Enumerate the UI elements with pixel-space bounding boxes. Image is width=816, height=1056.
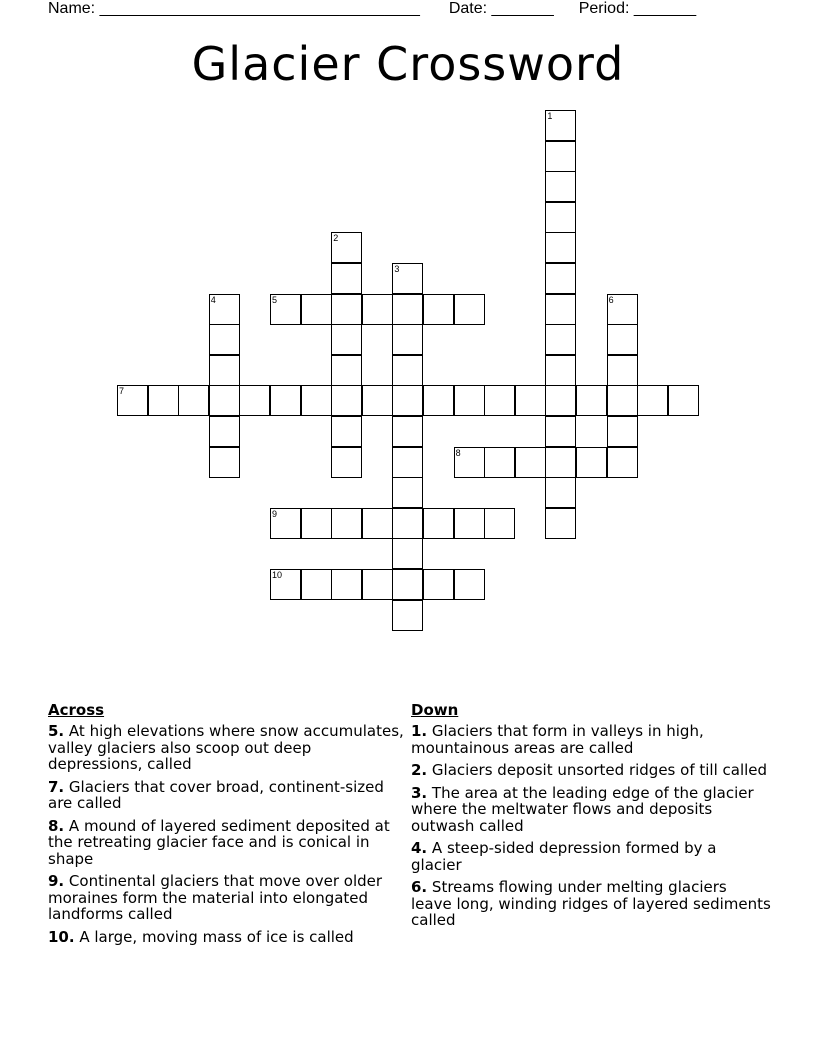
crossword-cell[interactable]	[545, 171, 576, 202]
date-field-label[interactable]: Date: _______	[448, 0, 554, 17]
clue-text: Glaciers that cover broad, continent-sized are called	[48, 777, 384, 812]
clue-text: A mound of layered sediment deposited at the retreating glacier face and is conical in shape	[48, 816, 390, 868]
down-clue	[411, 879, 771, 929]
crossword-cell[interactable]	[545, 294, 576, 325]
crossword-cell[interactable]	[270, 569, 301, 600]
crossword-cell[interactable]	[148, 385, 179, 416]
crossword-cell[interactable]	[178, 385, 209, 416]
down-clue	[411, 785, 771, 835]
crossword-cell[interactable]	[392, 477, 423, 508]
clue-number: 1.	[411, 722, 428, 740]
crossword-cell[interactable]	[392, 416, 423, 447]
crossword-cell[interactable]	[331, 508, 362, 539]
crossword-cell[interactable]	[331, 294, 362, 325]
down-heading: Down	[411, 701, 459, 719]
cell-number: 3	[394, 264, 400, 274]
crossword-cell[interactable]	[392, 263, 423, 294]
cell-number: 6	[608, 294, 614, 305]
crossword-cell[interactable]	[576, 447, 607, 478]
crossword-cell[interactable]	[607, 324, 638, 355]
across-heading: Across	[48, 701, 105, 719]
crossword-cell[interactable]	[331, 324, 362, 355]
clue-number: 6.	[411, 878, 428, 896]
crossword-cell[interactable]	[515, 385, 546, 416]
crossword-cell[interactable]	[362, 385, 393, 416]
crossword-cell[interactable]	[392, 355, 423, 386]
crossword-cell[interactable]	[545, 477, 576, 508]
crossword-cell[interactable]	[423, 294, 454, 325]
crossword-cell[interactable]	[392, 538, 423, 569]
crossword-cell[interactable]	[454, 385, 485, 416]
down-clue	[411, 840, 771, 873]
cell-number: 7	[119, 386, 125, 397]
crossword-cell[interactable]	[301, 508, 332, 539]
cell-number: 5	[272, 294, 278, 305]
crossword-cell[interactable]	[454, 447, 485, 478]
crossword-cell[interactable]	[545, 355, 576, 386]
clue-text: Streams flowing under melting glaciers leave long, winding ridges of layered sediments called	[411, 878, 771, 929]
crossword-cell[interactable]	[454, 508, 485, 539]
clue-text: A large, moving mass of ice is called	[79, 927, 354, 946]
crossword-cell[interactable]	[270, 294, 301, 325]
crossword-cell[interactable]	[607, 447, 638, 478]
down-clues-section	[411, 702, 771, 935]
cell-number: 1	[547, 111, 553, 121]
crossword-cell[interactable]	[607, 416, 638, 447]
crossword-cell[interactable]	[392, 324, 423, 355]
crossword-cell[interactable]	[423, 385, 454, 416]
crossword-cell[interactable]	[454, 294, 485, 325]
crossword-cell[interactable]	[239, 385, 270, 416]
crossword-cell[interactable]	[484, 447, 515, 478]
crossword-cell[interactable]	[209, 355, 240, 386]
clue-number: 8.	[48, 816, 65, 835]
clue-number: 10.	[48, 927, 75, 946]
crossword-cell[interactable]	[209, 416, 240, 447]
crossword-cell[interactable]	[545, 232, 576, 263]
crossword-cell[interactable]	[362, 569, 393, 600]
crossword-cell[interactable]	[117, 385, 148, 416]
crossword-cell[interactable]	[484, 508, 515, 539]
period-field-label[interactable]: Period: _______	[578, 0, 697, 17]
crossword-cell[interactable]	[392, 385, 423, 416]
crossword-cell[interactable]	[576, 385, 607, 416]
across-clue	[48, 779, 408, 812]
crossword-cell[interactable]	[545, 110, 576, 141]
crossword-cell[interactable]	[545, 385, 576, 416]
crossword-cell[interactable]	[301, 569, 332, 600]
crossword-cell[interactable]	[270, 385, 301, 416]
crossword-cell[interactable]	[423, 508, 454, 539]
clue-number: 9.	[48, 872, 65, 890]
crossword-cell[interactable]	[270, 508, 301, 539]
crossword-cell[interactable]	[331, 232, 362, 263]
crossword-cell[interactable]	[668, 385, 699, 416]
clue-text: At high elevations where snow accumulates, valley glaciers also scoop out deep depressions, called	[48, 722, 404, 773]
name-field-label[interactable]: Name: ____________________________________	[48, 0, 420, 17]
crossword-cell[interactable]	[392, 447, 423, 478]
clue-text: Glaciers that form in valleys in high, mountainous areas are called	[411, 722, 704, 757]
crossword-cell[interactable]	[331, 385, 362, 416]
crossword-cell[interactable]	[301, 385, 332, 416]
crossword-cell[interactable]	[331, 355, 362, 386]
down-clue	[411, 723, 771, 756]
crossword-cell[interactable]	[331, 416, 362, 447]
crossword-cell[interactable]	[392, 569, 423, 600]
crossword-cell[interactable]	[607, 355, 638, 386]
cell-number: 8	[455, 447, 461, 458]
clue-number: 5.	[48, 722, 65, 740]
cell-number: 4	[210, 294, 216, 305]
across-clues-section	[48, 702, 408, 951]
across-clue	[48, 723, 408, 773]
cell-number: 2	[333, 233, 339, 244]
crossword-cell[interactable]	[545, 141, 576, 172]
crossword-cell[interactable]	[392, 294, 423, 325]
crossword-cell[interactable]	[392, 508, 423, 539]
crossword-cell[interactable]	[301, 294, 332, 325]
crossword-cell[interactable]	[545, 202, 576, 233]
crossword-cell[interactable]	[637, 385, 668, 416]
clue-number: 2.	[411, 761, 428, 779]
cell-number: 10	[272, 570, 283, 580]
crossword-cell[interactable]	[545, 447, 576, 478]
crossword-cell[interactable]	[545, 263, 576, 294]
crossword-cell[interactable]	[545, 324, 576, 355]
crossword-cell[interactable]	[423, 569, 454, 600]
crossword-cell[interactable]	[515, 447, 546, 478]
clue-number: 7.	[48, 777, 65, 796]
crossword-cell[interactable]	[545, 416, 576, 447]
crossword-cell[interactable]	[362, 294, 393, 325]
down-clue	[411, 762, 771, 779]
crossword-cell[interactable]	[209, 294, 240, 325]
clue-text: Glaciers deposit unsorted ridges of till called	[431, 761, 768, 779]
across-clue	[48, 873, 408, 923]
crossword-cell[interactable]	[607, 294, 638, 325]
clue-number: 4.	[411, 839, 428, 857]
crossword-cell[interactable]	[362, 508, 393, 539]
crossword-cell[interactable]	[545, 508, 576, 539]
crossword-cell[interactable]	[331, 447, 362, 478]
crossword-cell[interactable]	[331, 569, 362, 600]
clue-number: 3.	[411, 783, 428, 802]
across-clue	[48, 818, 408, 868]
crossword-cell[interactable]	[607, 385, 638, 416]
crossword-cell[interactable]	[484, 385, 515, 416]
clue-text: Continental glaciers that move over older moraines form the material into elongated landforms called	[48, 872, 383, 923]
crossword-cell[interactable]	[454, 569, 485, 600]
cell-number: 9	[272, 508, 278, 519]
page-title: Glacier Crossword	[191, 37, 625, 91]
crossword-cell[interactable]	[209, 324, 240, 355]
clue-text: A steep-sided depression formed by a glacier	[411, 839, 717, 874]
across-clue	[48, 929, 408, 946]
crossword-cell[interactable]	[392, 600, 423, 631]
crossword-cell[interactable]	[209, 447, 240, 478]
clue-text: The area at the leading edge of the glacier where the meltwater flows and deposits outwash called	[411, 783, 754, 835]
crossword-cell[interactable]	[331, 263, 362, 294]
crossword-cell[interactable]	[209, 385, 240, 416]
